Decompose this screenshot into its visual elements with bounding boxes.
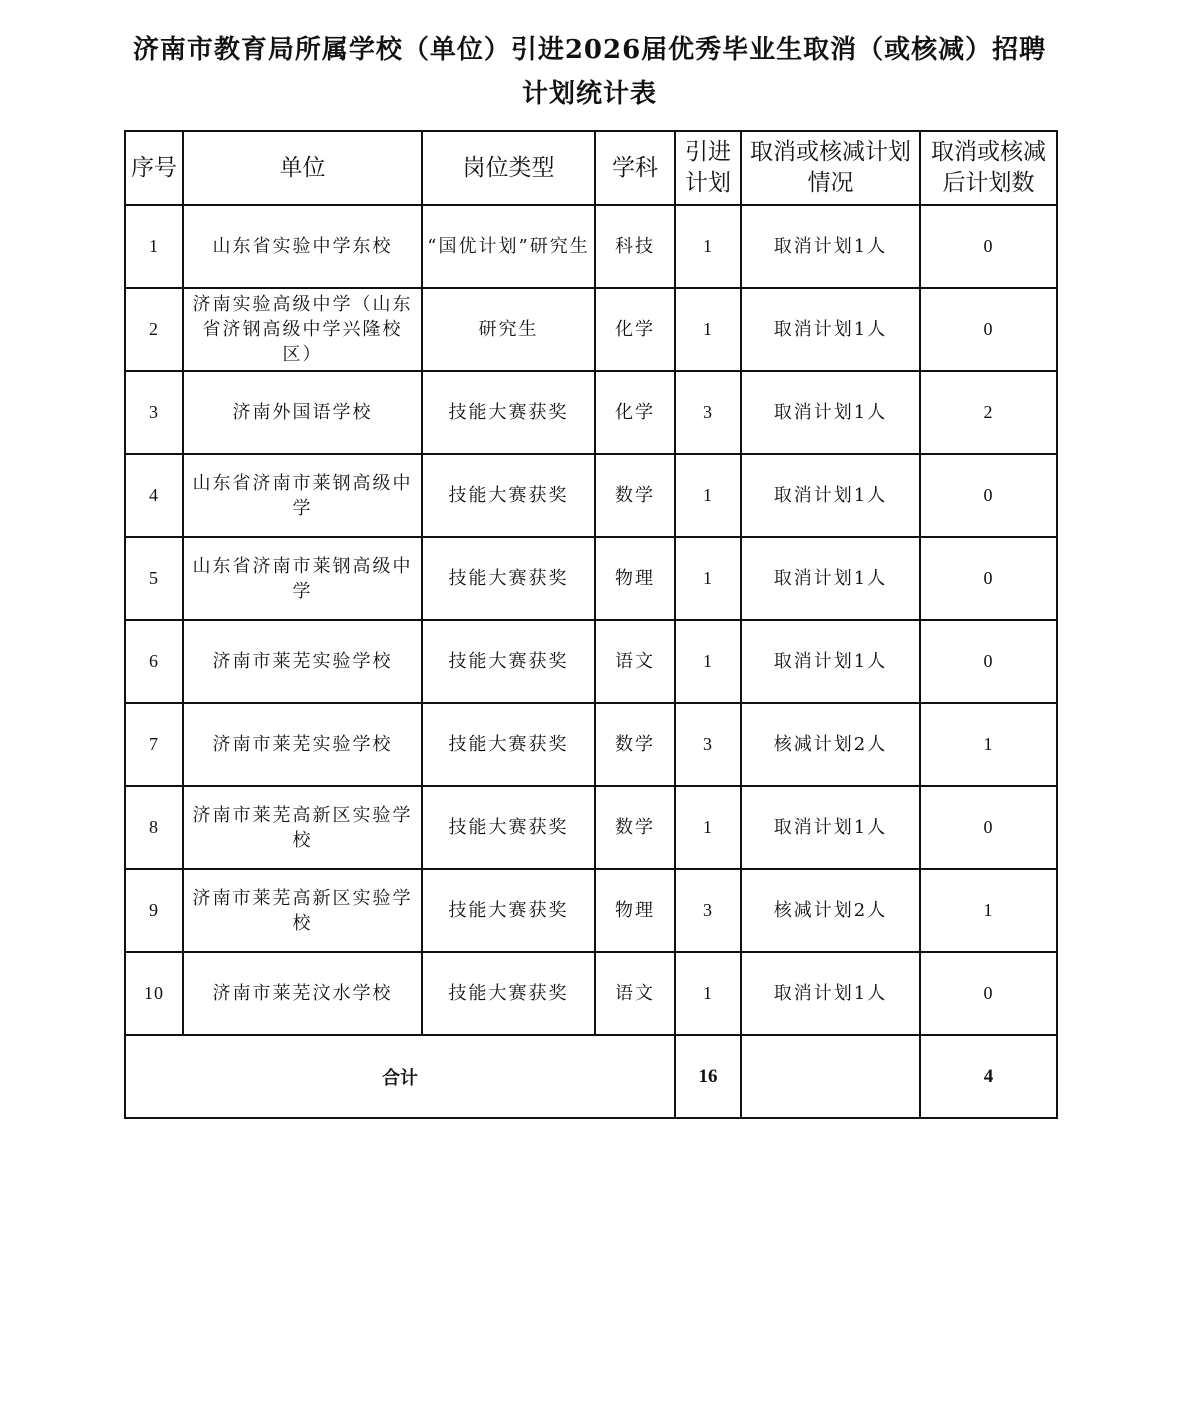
cell-position-type: 技能大赛获奖 [422, 786, 595, 869]
header-plan: 引进计划 [675, 131, 741, 205]
cell-change: 取消计划1人 [741, 786, 920, 869]
table-row [125, 869, 1057, 952]
cell-change: 取消计划1人 [741, 537, 920, 620]
cell-remaining: 0 [920, 454, 1057, 537]
total-label: 合计 [125, 1035, 675, 1118]
cell-plan: 1 [675, 288, 741, 371]
cell-subject: 科技 [595, 205, 675, 288]
table-row [125, 786, 1057, 869]
table-row [125, 371, 1057, 454]
cell-unit: 济南市莱芜高新区实验学校 [183, 869, 422, 952]
cell-subject: 化学 [595, 288, 675, 371]
cell-unit: 济南市莱芜实验学校 [183, 703, 422, 786]
table-row [125, 288, 1057, 371]
header-unit: 单位 [183, 131, 422, 205]
cell-plan: 1 [675, 205, 741, 288]
cell-change: 取消计划1人 [741, 952, 920, 1035]
table-row [125, 537, 1057, 620]
cell-remaining: 1 [920, 703, 1057, 786]
cell-plan: 3 [675, 371, 741, 454]
cell-remaining: 0 [920, 537, 1057, 620]
cell-index: 10 [125, 952, 183, 1035]
cell-plan: 1 [675, 620, 741, 703]
cell-position-type: 研究生 [422, 288, 595, 371]
page-title-line-2: 计划统计表 [521, 79, 657, 109]
table-row [125, 952, 1057, 1035]
header-remaining: 取消或核减后计划数 [920, 131, 1057, 205]
cell-index: 2 [125, 288, 183, 371]
cell-change: 取消计划1人 [741, 288, 920, 371]
cell-plan: 1 [675, 537, 741, 620]
cell-change: 核减计划2人 [741, 869, 920, 952]
cell-remaining: 1 [920, 869, 1057, 952]
cell-change: 取消计划1人 [741, 371, 920, 454]
cell-index: 9 [125, 869, 183, 952]
cell-unit: 济南外国语学校 [183, 371, 422, 454]
cell-remaining: 0 [920, 288, 1057, 371]
cell-remaining: 0 [920, 952, 1057, 1035]
table-row [125, 703, 1057, 786]
cell-subject: 数学 [595, 703, 675, 786]
cell-subject: 化学 [595, 371, 675, 454]
cell-position-type: 技能大赛获奖 [422, 371, 595, 454]
cell-position-type: 技能大赛获奖 [422, 869, 595, 952]
cell-index: 6 [125, 620, 183, 703]
cell-unit: 济南市莱芜汶水学校 [183, 952, 422, 1035]
cell-index: 7 [125, 703, 183, 786]
cell-plan: 3 [675, 869, 741, 952]
cell-index: 1 [125, 205, 183, 288]
cell-unit: 山东省实验中学东校 [183, 205, 422, 288]
plan-statistics-table [124, 130, 1058, 1119]
cell-subject: 数学 [595, 454, 675, 537]
cell-position-type: 技能大赛获奖 [422, 703, 595, 786]
total-plan: 16 [675, 1035, 741, 1118]
cell-unit: 山东省济南市莱钢高级中学 [183, 537, 422, 620]
table-row [125, 205, 1057, 288]
cell-change: 取消计划1人 [741, 454, 920, 537]
cell-subject: 语文 [595, 620, 675, 703]
table-total-row [125, 1035, 1057, 1118]
cell-remaining: 0 [920, 786, 1057, 869]
cell-plan: 3 [675, 703, 741, 786]
page-title [60, 28, 1119, 116]
header-change: 取消或核减计划情况 [741, 131, 920, 205]
cell-unit: 济南市莱芜实验学校 [183, 620, 422, 703]
table-row [125, 620, 1057, 703]
cell-unit: 济南市莱芜高新区实验学校 [183, 786, 422, 869]
cell-position-type: 技能大赛获奖 [422, 952, 595, 1035]
cell-plan: 1 [675, 952, 741, 1035]
total-change [741, 1035, 920, 1118]
cell-index: 4 [125, 454, 183, 537]
cell-remaining: 0 [920, 620, 1057, 703]
cell-change: 核减计划2人 [741, 703, 920, 786]
total-remaining: 4 [920, 1035, 1057, 1118]
cell-index: 5 [125, 537, 183, 620]
cell-index: 3 [125, 371, 183, 454]
header-subject: 学科 [595, 131, 675, 205]
cell-plan: 1 [675, 786, 741, 869]
header-index: 序号 [125, 131, 183, 205]
table-row [125, 454, 1057, 537]
cell-subject: 语文 [595, 952, 675, 1035]
cell-remaining: 2 [920, 371, 1057, 454]
cell-change: 取消计划1人 [741, 205, 920, 288]
cell-unit: 济南实验高级中学（山东省济钢高级中学兴隆校区） [183, 288, 422, 371]
cell-remaining: 0 [920, 205, 1057, 288]
cell-subject: 数学 [595, 786, 675, 869]
cell-subject: 物理 [595, 537, 675, 620]
page-title-line-1: 济南市教育局所属学校（单位）引进2026届优秀毕业生取消（或核减）招聘 [132, 35, 1047, 65]
cell-position-type: 技能大赛获奖 [422, 620, 595, 703]
cell-position-type: 技能大赛获奖 [422, 537, 595, 620]
cell-position-type: 技能大赛获奖 [422, 454, 595, 537]
table-header-row [125, 131, 1057, 205]
cell-subject: 物理 [595, 869, 675, 952]
cell-position-type: “国优计划”研究生 [422, 205, 595, 288]
header-position-type: 岗位类型 [422, 131, 595, 205]
cell-plan: 1 [675, 454, 741, 537]
cell-change: 取消计划1人 [741, 620, 920, 703]
cell-index: 8 [125, 786, 183, 869]
cell-unit: 山东省济南市莱钢高级中学 [183, 454, 422, 537]
